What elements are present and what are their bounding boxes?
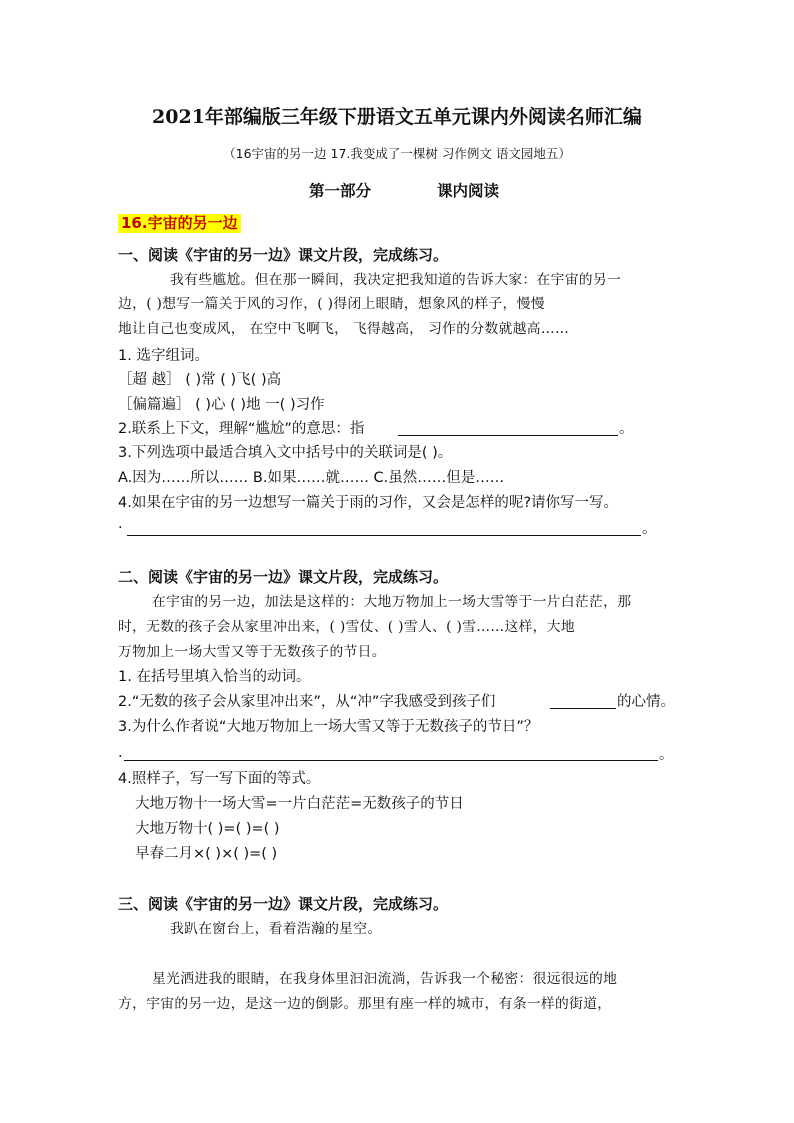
- section2-equation-1: 大地万物十( )=( )=( ): [135, 821, 280, 837]
- section2-q1: 1. 在括号里填入恰当的动词。: [118, 669, 311, 685]
- section1-q2: 2.联系上下文，理解“尴尬”的意思：指: [118, 421, 365, 437]
- section1-q4: 4.如果在宇宙的另一边想写一篇关于雨的习作，又会是怎样的呢?请你写一写。: [118, 495, 619, 511]
- section2-equation-2: 早春二月×( )×( )=( ): [135, 846, 278, 862]
- section2-q2-end: 的心情。: [617, 694, 675, 710]
- section2-q2-answer-line[interactable]: [550, 708, 616, 709]
- section1-q2-answer-line[interactable]: [398, 435, 618, 436]
- page-title: 2021年部编版三年级下册语文五单元课内外阅读名师汇编: [152, 106, 642, 128]
- section3-passage-line2: 星光洒进我的眼睛，在我身体里汩汩流淌，告诉我一个秘密：很远很远的地: [152, 971, 618, 987]
- section2-heading: 二、阅读《宇宙的另一边》课文片段，完成练习。: [118, 568, 449, 586]
- section1-q1: 1. 选字组词。: [118, 348, 209, 364]
- section1-passage-line3: 地让自己也变成风， 在空中飞啊飞， 飞得越高， 习作的分数就越高……: [118, 321, 570, 337]
- section3-passage-line1: 我趴在窗台上，看着浩瀚的星空。: [170, 921, 382, 937]
- section1-q1-row2: ［偏篇遍］ ( )心 ( )地 一( )习作: [118, 397, 325, 413]
- section1-q4-answer-line[interactable]: [127, 535, 641, 536]
- section2-q2: 2.“无数的孩子会从家里冲出来”，从“冲”字我感受到孩子们: [118, 694, 496, 710]
- section1-passage-line2: 边，( )想写一篇关于风的习作，( )得闭上眼睛，想象风的样子，慢慢: [118, 296, 545, 312]
- section2-passage-line1: 在宇宙的另一边，加法是这样的：大地万物加上一场大雪等于一片白茫茫，那: [152, 594, 632, 610]
- section2-q3-answer-line[interactable]: [124, 760, 658, 761]
- page-subtitle: （16宇宙的另一边 17.我变成了一棵树 习作例文 语文园地五）: [223, 146, 571, 161]
- section1-q1-row1: ［超 越］ ( )常 ( )飞( )高: [118, 372, 282, 388]
- section2-q4: 4.照样子，写一写下面的等式。: [118, 771, 321, 787]
- section1-q2-end: 。: [619, 421, 634, 437]
- section1-heading: 一、阅读《宇宙的另一边》课文片段，完成练习。: [118, 246, 449, 264]
- section1-q3: 3.下列选项中最适合填入文中括号中的关联词是( )。: [118, 445, 453, 461]
- part-name: 课内阅读: [437, 181, 500, 200]
- section2-example-equation: 大地万物十一场大雪=一片白茫茫=无数孩子的节日: [135, 796, 464, 812]
- section2-q3-end: 。: [659, 747, 674, 763]
- part-label: 第一部分: [309, 181, 372, 200]
- section1-passage-line1: 我有些尴尬。但在那一瞬间，我决定把我知道的告诉大家：在宇宙的另一: [170, 272, 622, 288]
- section3-heading: 三、阅读《宇宙的另一边》课文片段，完成练习。: [118, 895, 449, 913]
- section1-q4-end: 。: [642, 521, 657, 537]
- section3-passage-line3: 方，宇宙的另一边，是这一边的倒影。那里有座一样的城市，有条一样的街道，: [118, 996, 612, 1012]
- section2-passage-line3: 万物加上一场大雪又等于无数孩子的节日。: [118, 644, 386, 660]
- section1-q4-dot: ·: [118, 520, 123, 536]
- section2-q3: 3.为什么作者说“大地万物加上一场大雪又等于无数孩子的节日”？: [118, 719, 539, 735]
- section2-q3-dot: .: [118, 745, 123, 761]
- section1-q3-options: A.因为……所以…… B.如果……就…… C.虽然……但是……: [118, 470, 505, 486]
- lesson-heading: 16.宇宙的另一边: [118, 214, 241, 233]
- section2-passage-line2: 时，无数的孩子会从家里冲出来，( )雪仗、( )雪人、( )雪……这样，大地: [118, 619, 575, 635]
